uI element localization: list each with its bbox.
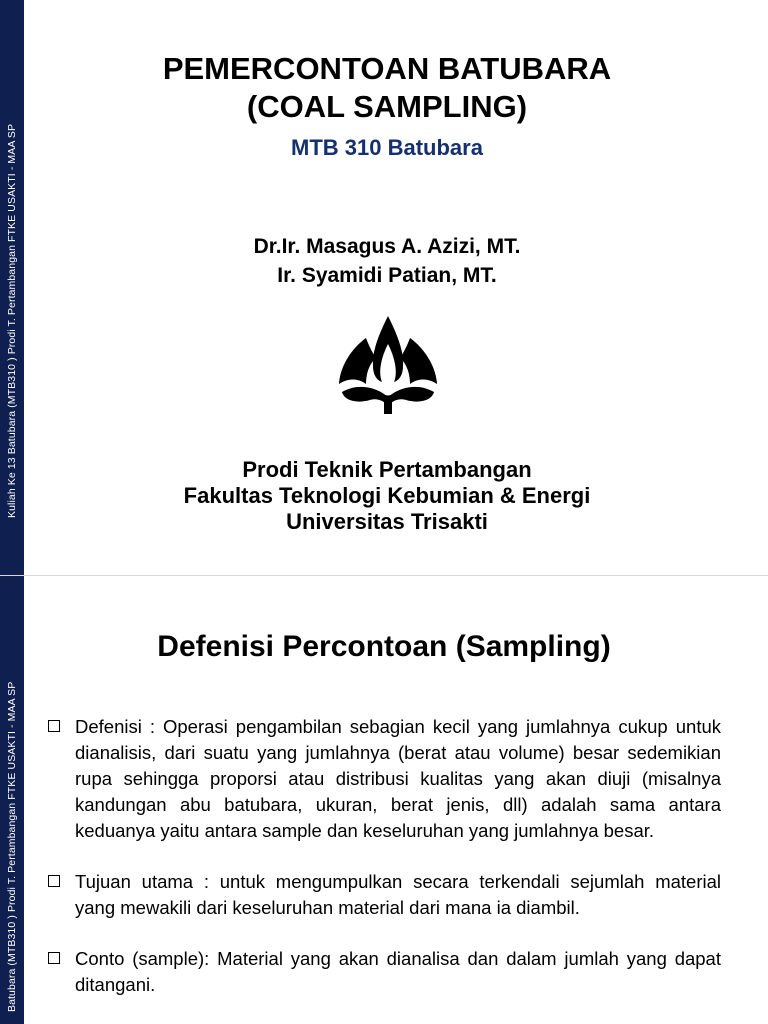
checkbox-bullet-icon (48, 720, 60, 732)
title-line-2: (COAL SAMPLING) (246, 89, 528, 124)
author-2: Ir. Syamidi Patian, MT. (277, 264, 497, 287)
list-item (48, 869, 721, 921)
slide-1-sidebar (0, 0, 24, 576)
list-item (48, 714, 721, 844)
trisakti-logo-icon (336, 314, 440, 416)
institution-line-3: Universitas Trisakti (286, 509, 488, 534)
slide-2-title: Defenisi Percontoan (Sampling) (157, 630, 611, 663)
list-item (48, 946, 721, 998)
bullet-list (48, 714, 721, 1023)
checkbox-bullet-icon (48, 952, 60, 964)
course-code: MTB 310 Batubara (291, 135, 483, 160)
institution-line-1: Prodi Teknik Pertambangan (242, 457, 532, 482)
bullet-text: Tujuan utama : untuk mengumpulkan secara terkendali sejumlah material yang mewakili dari keseluruhan material dari mana ia diambil. (75, 871, 721, 918)
institution-line-2: Fakultas Teknologi Kebumian & Energi (183, 483, 591, 508)
slide-2 (0, 576, 768, 1024)
slide-2-sidebar-text: Batubara (MTB310 ) Prodi T. Pertambangan FTKE USAKTI - MAA SP (6, 681, 18, 1012)
slide-2-sidebar (0, 576, 24, 1024)
bullet-text: Defenisi : Operasi pengambilan sebagian kecil yang jumlahnya cukup untuk dianalisis, dari suatu yang jumlahnya (berat atau volume) besar sedemikian rupa sehingga proporsi atau distribusi kualitas yang akan diuji (misalnya kandungan abu batubara, ukuran, berat jenis, dll) adalah sama antara keduanya yaitu antara sample dan keseluruhan yang jumlahnya besar. (75, 716, 721, 841)
bullet-text: Conto (sample): Material yang akan dianalisa dan dalam jumlah yang dapat ditangani. (75, 948, 721, 995)
slide-1-sidebar-text: Kuliah Ke 13 Batubara (MTB310 ) Prodi T. Pertambangan FTKE USAKTI - MAA SP (6, 123, 18, 518)
checkbox-bullet-icon (48, 875, 60, 887)
title-line-1: PEMERCONTOAN BATUBARA (162, 51, 612, 86)
institution (24, 457, 750, 535)
slide-1-title (24, 50, 750, 126)
author-1: Dr.Ir. Masagus A. Azizi, MT. (253, 235, 521, 258)
authors (24, 232, 750, 290)
